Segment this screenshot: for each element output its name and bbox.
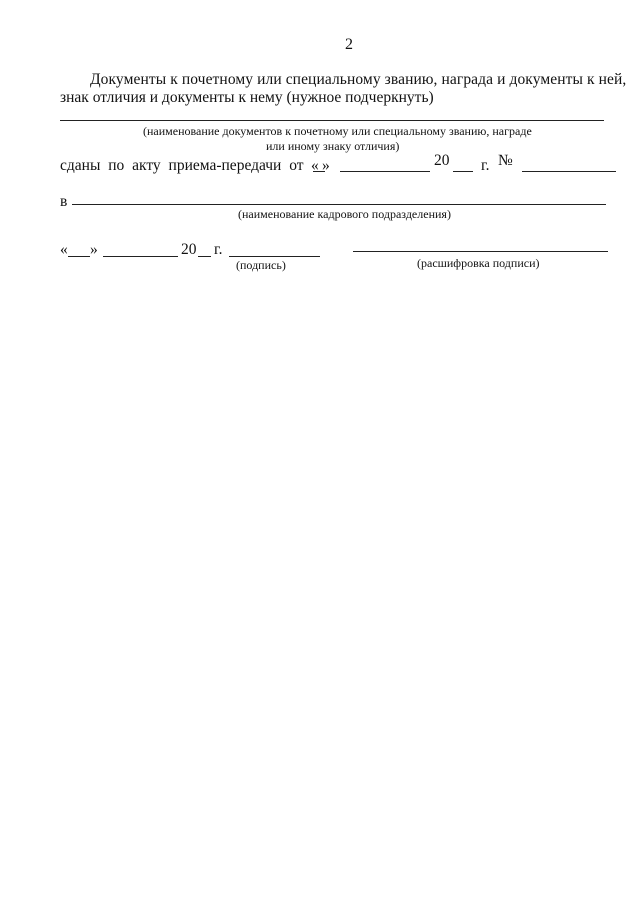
signature-decoding-field[interactable]: [353, 251, 608, 252]
signature-day-field[interactable]: [68, 256, 90, 257]
intro-line-2: знак отличия и документы к нему (нужное подчеркнуть): [60, 89, 434, 106]
signature-year-prefix: 20: [181, 241, 197, 258]
signature-month-field[interactable]: [103, 256, 178, 257]
act-date-close-quote: »: [322, 157, 330, 174]
signature-date-close-quote: »: [90, 241, 98, 258]
department-caption: (наименование кадрового подразделения): [238, 207, 451, 221]
act-year-field[interactable]: [453, 171, 473, 172]
act-number-field[interactable]: [522, 171, 616, 172]
signature-year-suffix: г.: [214, 241, 223, 258]
act-number-sign: №: [498, 152, 513, 169]
signature-date-open-quote: «: [60, 241, 68, 258]
act-year-prefix: 20: [434, 152, 450, 169]
act-month-field[interactable]: [340, 171, 430, 172]
intro-line-1: Документы к почетному или специальному званию, награда и документы к ней,: [90, 71, 627, 88]
department-prefix: в: [60, 193, 68, 210]
signature-field[interactable]: [229, 256, 320, 257]
page-number: 2: [345, 36, 353, 53]
signature-caption: (подпись): [236, 258, 286, 272]
act-handed-over-label: сданы по акту приема-передачи от: [60, 157, 304, 174]
documents-caption-line-2: или иному знаку отличия): [266, 139, 400, 153]
documents-name-field[interactable]: [60, 120, 604, 121]
signature-decoding-caption: (расшифровка подписи): [417, 256, 540, 270]
department-name-field[interactable]: [72, 204, 606, 205]
documents-caption-line-1: (наименование документов к почетному или специальному званию, награде: [143, 124, 532, 138]
signature-year-field[interactable]: [198, 256, 211, 257]
act-date-open-quote: «: [311, 157, 319, 174]
act-year-suffix: г.: [481, 157, 490, 174]
